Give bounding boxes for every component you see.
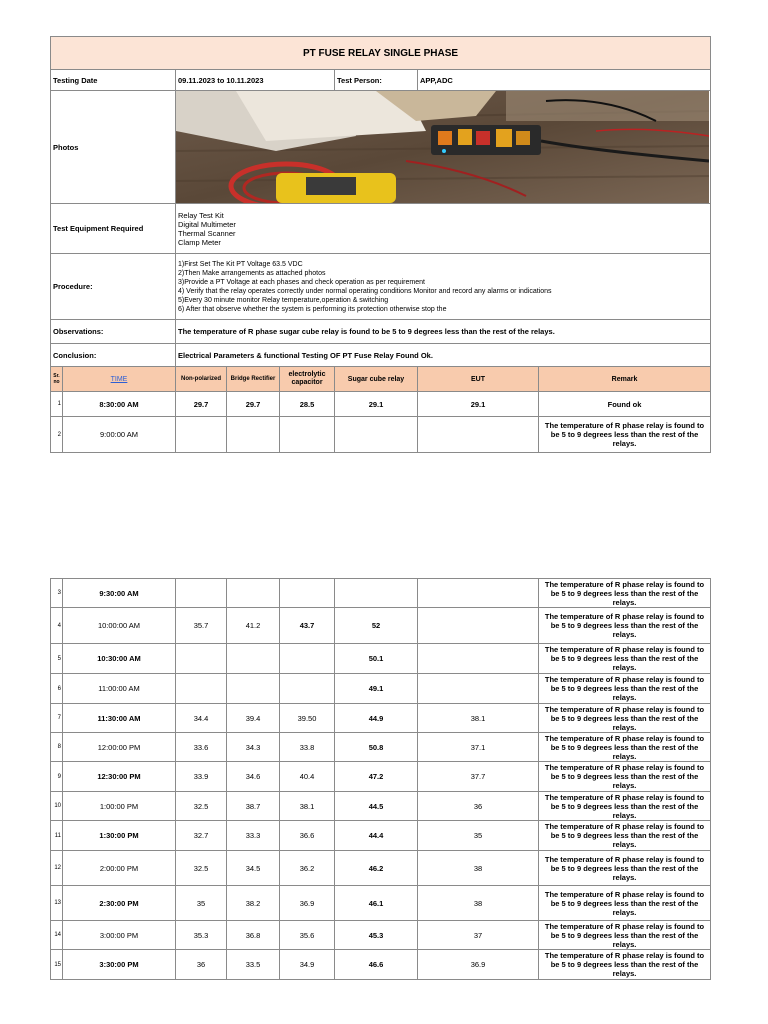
time-cell: 11:30:00 AM	[63, 704, 176, 733]
bridge-rectifier-cell: 29.7	[227, 392, 280, 417]
non-polarized-cell: 32.5	[176, 851, 227, 886]
table-row	[51, 579, 711, 608]
non-polarized-cell: 32.5	[176, 792, 227, 821]
table-row	[51, 608, 711, 644]
bridge-rectifier-cell: 33.3	[227, 821, 280, 851]
sr-no-cell: 8	[51, 733, 63, 762]
table-row	[51, 851, 711, 886]
bridge-rectifier-cell: 38.2	[227, 886, 280, 921]
eut-cell	[418, 579, 539, 608]
equipment-item: Digital Multimeter	[178, 219, 236, 229]
sugar-cube-relay-cell: 46.2	[335, 851, 418, 886]
remark-cell: The temperature of R phase relay is found to be 5 to 9 degrees less than the rest of the relays.	[539, 733, 711, 762]
electrolytic-capacitor-header: electrolytic capacitor	[280, 367, 335, 392]
eut-cell: 36.9	[418, 950, 539, 980]
sugar-cube-relay-cell: 49.1	[335, 674, 418, 704]
remark-header: Remark	[539, 367, 711, 392]
remark-cell: The temperature of R phase relay is found to be 5 to 9 degrees less than the rest of the relays.	[539, 821, 711, 851]
electrolytic-capacitor-cell: 36.2	[280, 851, 335, 886]
electrolytic-capacitor-cell	[280, 417, 335, 453]
sr-no-cell: 15	[51, 950, 63, 980]
sugar-cube-relay-cell: 44.5	[335, 792, 418, 821]
bridge-rectifier-header: Bridge Rectifier	[227, 367, 280, 392]
sr-no-cell: 14	[51, 921, 63, 950]
electrolytic-capacitor-cell: 43.7	[280, 608, 335, 644]
testing-date-value: 09.11.2023 to 10.11.2023	[176, 70, 335, 91]
table-row	[51, 821, 711, 851]
electrolytic-capacitor-cell: 36.6	[280, 821, 335, 851]
remark-cell: The temperature of R phase relay is found to be 5 to 9 degrees less than the rest of the relays.	[539, 886, 711, 921]
bridge-rectifier-cell: 38.7	[227, 792, 280, 821]
remark-cell: The temperature of R phase relay is found to be 5 to 9 degrees less than the rest of the relays.	[539, 762, 711, 792]
procedure-step: 1)First Set The Kit PT Voltage 63.5 VDC	[178, 260, 303, 268]
time-cell: 9:30:00 AM	[63, 579, 176, 608]
remark-cell: The temperature of R phase relay is found to be 5 to 9 degrees less than the rest of the relays.	[539, 417, 711, 453]
procedure-step: 3)Provide a PT Voltage at each phases and check operation as per requirement	[178, 278, 425, 286]
observations-text: The temperature of R phase sugar cube relay is found to be 5 to 9 degrees less than the rest of the relays.	[176, 320, 711, 344]
table-row	[51, 733, 711, 762]
test-report-table-continued	[50, 578, 711, 980]
non-polarized-cell: 34.4	[176, 704, 227, 733]
non-polarized-cell	[176, 579, 227, 608]
time-cell: 10:30:00 AM	[63, 644, 176, 674]
time-cell: 8:30:00 AM	[63, 392, 176, 417]
sr-no-cell: 2	[51, 417, 63, 453]
electrolytic-capacitor-cell: 40.4	[280, 762, 335, 792]
remark-cell: The temperature of R phase relay is found to be 5 to 9 degrees less than the rest of the relays.	[539, 950, 711, 980]
sr-no-cell: 7	[51, 704, 63, 733]
testing-date-label: Testing Date	[51, 70, 176, 91]
non-polarized-cell: 36	[176, 950, 227, 980]
test-setup-photo-image	[176, 91, 709, 203]
eut-cell: 37.1	[418, 733, 539, 762]
remark-cell: The temperature of R phase relay is found to be 5 to 9 degrees less than the rest of the relays.	[539, 644, 711, 674]
sugar-cube-relay-cell	[335, 579, 418, 608]
non-polarized-cell: 33.6	[176, 733, 227, 762]
electrolytic-capacitor-cell: 34.9	[280, 950, 335, 980]
sr-no-cell: 5	[51, 644, 63, 674]
time-cell: 2:30:00 PM	[63, 886, 176, 921]
non-polarized-cell	[176, 644, 227, 674]
conclusion-label: Conclusion:	[51, 344, 176, 367]
table-row	[51, 792, 711, 821]
remark-cell: The temperature of R phase relay is found to be 5 to 9 degrees less than the rest of the relays.	[539, 921, 711, 950]
non-polarized-header: Non-polarized	[176, 367, 227, 392]
sr-no-cell: 9	[51, 762, 63, 792]
readings-body-page-2	[51, 579, 711, 980]
test-setup-photo	[176, 91, 711, 204]
procedure-step: 5)Every 30 minute monitor Relay temperature,operation & switching	[178, 296, 389, 304]
procedure-step: 2)Then Make arrangements as attached photos	[178, 269, 326, 277]
time-cell: 12:30:00 PM	[63, 762, 176, 792]
bridge-rectifier-cell: 34.3	[227, 733, 280, 762]
bridge-rectifier-cell: 34.5	[227, 851, 280, 886]
procedure-label: Procedure:	[51, 254, 176, 320]
time-cell: 10:00:00 AM	[63, 608, 176, 644]
sugar-cube-relay-cell: 45.3	[335, 921, 418, 950]
sugar-cube-relay-cell: 47.2	[335, 762, 418, 792]
time-cell: 11:00:00 AM	[63, 674, 176, 704]
remark-cell: The temperature of R phase relay is found to be 5 to 9 degrees less than the rest of the relays.	[539, 608, 711, 644]
procedure-steps	[176, 254, 711, 320]
electrolytic-capacitor-cell: 38.1	[280, 792, 335, 821]
equipment-item: Relay Test Kit	[178, 210, 224, 220]
bridge-rectifier-cell: 34.6	[227, 762, 280, 792]
eut-cell	[418, 608, 539, 644]
electrolytic-capacitor-cell: 35.6	[280, 921, 335, 950]
test-report-table	[50, 36, 711, 453]
remark-cell: The temperature of R phase relay is found to be 5 to 9 degrees less than the rest of the relays.	[539, 579, 711, 608]
remark-cell: The temperature of R phase relay is found to be 5 to 9 degrees less than the rest of the relays.	[539, 851, 711, 886]
table-row	[51, 921, 711, 950]
sugar-cube-relay-cell: 50.1	[335, 644, 418, 674]
bridge-rectifier-cell	[227, 674, 280, 704]
eut-cell: 37	[418, 921, 539, 950]
photos-label: Photos	[51, 91, 176, 204]
sr-no-header: Sr. no	[51, 367, 63, 392]
equipment-list	[176, 204, 711, 254]
time-cell: 1:00:00 PM	[63, 792, 176, 821]
eut-cell: 38.1	[418, 704, 539, 733]
eut-header: EUT	[418, 367, 539, 392]
time-cell: 1:30:00 PM	[63, 821, 176, 851]
bridge-rectifier-cell: 33.5	[227, 950, 280, 980]
eut-cell: 38	[418, 851, 539, 886]
electrolytic-capacitor-cell	[280, 674, 335, 704]
eut-cell: 29.1	[418, 392, 539, 417]
eut-cell: 38	[418, 886, 539, 921]
time-header	[63, 367, 176, 392]
page-title: PT FUSE RELAY SINGLE PHASE	[51, 37, 711, 70]
non-polarized-cell: 35.3	[176, 921, 227, 950]
remark-cell: The temperature of R phase relay is found to be 5 to 9 degrees less than the rest of the relays.	[539, 792, 711, 821]
equipment-label: Test Equipment Required	[51, 204, 176, 254]
sr-no-cell: 13	[51, 886, 63, 921]
time-cell: 3:00:00 PM	[63, 921, 176, 950]
bridge-rectifier-cell: 41.2	[227, 608, 280, 644]
table-row	[51, 704, 711, 733]
equipment-item: Clamp Meter	[178, 237, 221, 247]
electrolytic-capacitor-cell	[280, 644, 335, 674]
sr-no-cell: 3	[51, 579, 63, 608]
electrolytic-capacitor-cell: 28.5	[280, 392, 335, 417]
sugar-cube-relay-cell: 44.4	[335, 821, 418, 851]
non-polarized-cell	[176, 417, 227, 453]
time-header-link[interactable]: TIME	[110, 375, 128, 383]
sugar-cube-relay-cell	[335, 417, 418, 453]
sugar-cube-relay-cell: 29.1	[335, 392, 418, 417]
sugar-cube-relay-cell: 46.6	[335, 950, 418, 980]
test-person-label: Test Person:	[335, 70, 418, 91]
bridge-rectifier-cell: 39.4	[227, 704, 280, 733]
conclusion-text: Electrical Parameters & functional Testing OF PT Fuse Relay Found Ok.	[176, 344, 711, 367]
sugar-cube-relay-cell: 46.1	[335, 886, 418, 921]
non-polarized-cell: 35	[176, 886, 227, 921]
sr-no-cell: 12	[51, 851, 63, 886]
sugar-cube-relay-cell: 52	[335, 608, 418, 644]
table-row	[51, 417, 711, 453]
sr-no-cell: 4	[51, 608, 63, 644]
bridge-rectifier-cell: 36.8	[227, 921, 280, 950]
observations-label: Observations:	[51, 320, 176, 344]
time-cell: 2:00:00 PM	[63, 851, 176, 886]
procedure-step: 4) Verify that the relay operates correctly under normal operating conditions Monitor and record any alarms or indications	[178, 287, 552, 295]
eut-cell	[418, 674, 539, 704]
table-row	[51, 950, 711, 980]
test-person-value: APP,ADC	[418, 70, 711, 91]
remark-cell: The temperature of R phase relay is found to be 5 to 9 degrees less than the rest of the relays.	[539, 674, 711, 704]
time-cell: 3:30:00 PM	[63, 950, 176, 980]
non-polarized-cell: 35.7	[176, 608, 227, 644]
non-polarized-cell	[176, 674, 227, 704]
table-row	[51, 762, 711, 792]
table-row	[51, 886, 711, 921]
eut-cell: 35	[418, 821, 539, 851]
sr-no-cell: 11	[51, 821, 63, 851]
eut-cell: 36	[418, 792, 539, 821]
remark-cell: The temperature of R phase relay is found to be 5 to 9 degrees less than the rest of the relays.	[539, 704, 711, 733]
equipment-item: Thermal Scanner	[178, 228, 236, 238]
bridge-rectifier-cell	[227, 644, 280, 674]
electrolytic-capacitor-cell	[280, 579, 335, 608]
non-polarized-cell: 33.9	[176, 762, 227, 792]
eut-cell: 37.7	[418, 762, 539, 792]
time-cell: 12:00:00 PM	[63, 733, 176, 762]
non-polarized-cell: 32.7	[176, 821, 227, 851]
table-row	[51, 392, 711, 417]
table-row	[51, 644, 711, 674]
bridge-rectifier-cell	[227, 417, 280, 453]
electrolytic-capacitor-cell: 36.9	[280, 886, 335, 921]
bridge-rectifier-cell	[227, 579, 280, 608]
sugar-cube-relay-cell: 44.9	[335, 704, 418, 733]
time-cell: 9:00:00 AM	[63, 417, 176, 453]
readings-body-page-1	[51, 392, 711, 453]
procedure-step: 6) After that observe whether the system is performing its protection otherwise stop the	[178, 305, 447, 313]
eut-cell	[418, 417, 539, 453]
electrolytic-capacitor-cell: 39.50	[280, 704, 335, 733]
sr-no-cell: 10	[51, 792, 63, 821]
sr-no-cell: 1	[51, 392, 63, 417]
eut-cell	[418, 644, 539, 674]
non-polarized-cell: 29.7	[176, 392, 227, 417]
sugar-cube-relay-header: Sugar cube relay	[335, 367, 418, 392]
table-row	[51, 674, 711, 704]
sr-no-cell: 6	[51, 674, 63, 704]
electrolytic-capacitor-cell: 33.8	[280, 733, 335, 762]
remark-cell: Found ok	[539, 392, 711, 417]
sugar-cube-relay-cell: 50.8	[335, 733, 418, 762]
